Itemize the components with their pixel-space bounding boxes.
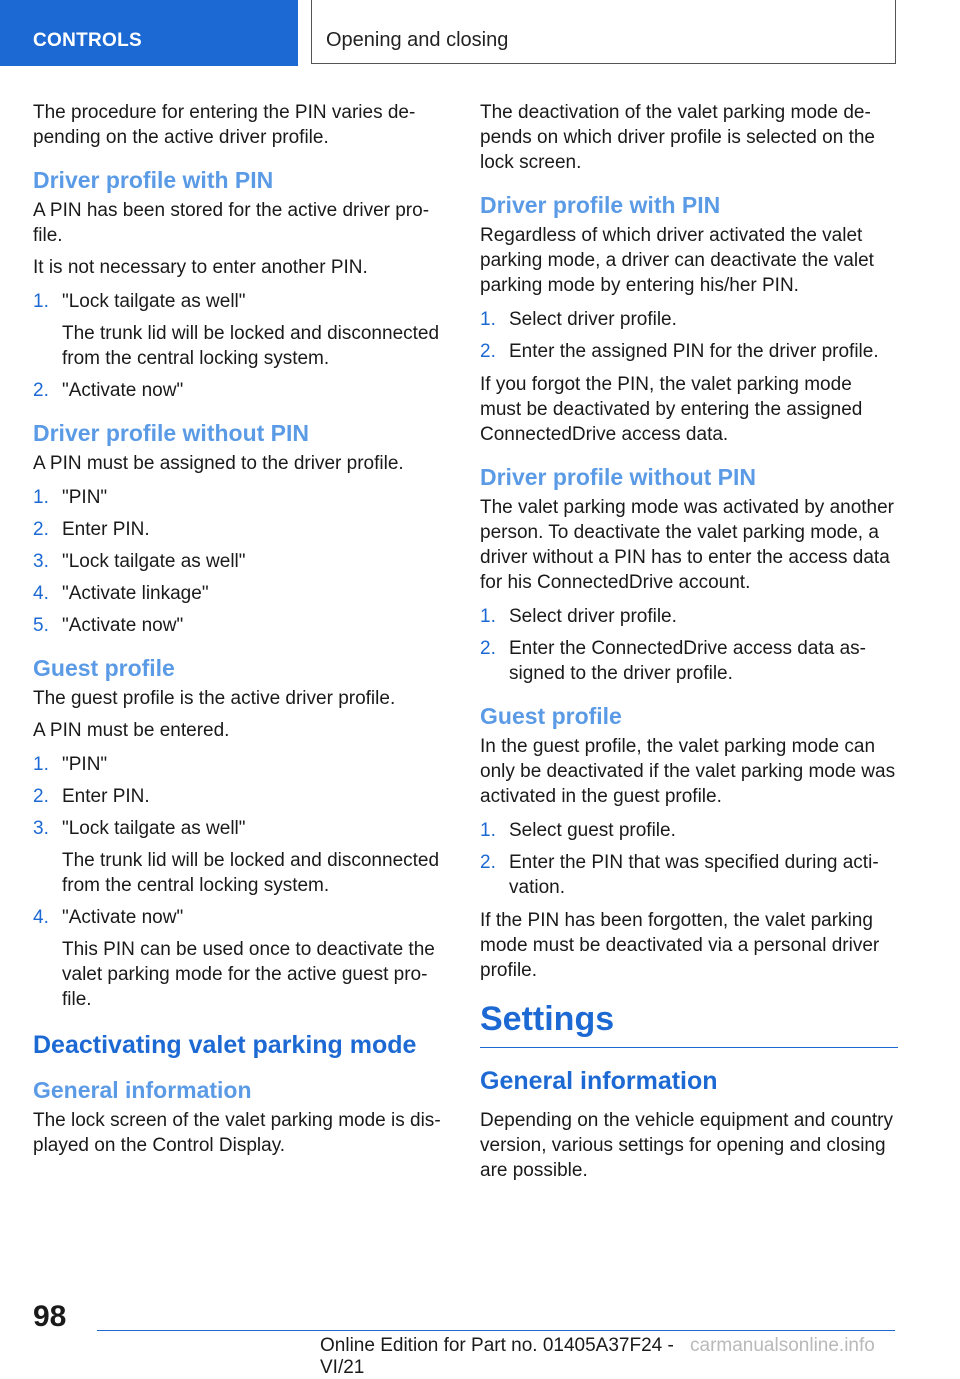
list-item (33, 289, 447, 371)
watermark: carmanualsonline.info (690, 1335, 875, 1356)
paragraph: Regardless of which driver activated the valet parking mode, a driver can deactivate the valet parking mode by entering his/her PIN. (480, 225, 874, 296)
heading-general-information: General information (33, 1077, 252, 1103)
step-text: "Activate now" (62, 615, 184, 636)
list-item (480, 307, 898, 332)
step-number: 5. (33, 615, 49, 636)
step-text: Enter PIN. (62, 519, 150, 540)
step-number: 4. (33, 583, 49, 604)
step-note: This PIN can be used once to deactivate the valet parking mode for the active guest profile. (62, 939, 435, 1010)
step-list (33, 289, 447, 403)
paragraph: Depending on the vehicle equipment and country version, various settings for opening and closing are possible. (480, 1110, 894, 1181)
step-list (33, 485, 447, 638)
list-item (33, 581, 447, 606)
step-text: Select driver profile. (509, 606, 677, 627)
intro-paragraph: The deactivation of the valet parking mode depends on which driver profile is selected on the lock screen. (480, 102, 876, 173)
step-number: 2. (480, 638, 496, 659)
paragraph: It is not necessary to enter another PIN. (33, 257, 368, 278)
heading-driver-profile-with-pin: Driver profile with PIN (480, 192, 721, 218)
step-list (480, 307, 898, 364)
right-column (480, 100, 898, 1190)
list-item (480, 818, 898, 843)
list-item (33, 485, 447, 510)
step-note: The trunk lid will be locked and disconnected from the central locking system. (62, 323, 440, 369)
heading-deactivating-valet-parking-mode: Deactivating valet parking mode (33, 1031, 417, 1059)
step-text: Enter PIN. (62, 786, 150, 807)
heading-guest-profile: Guest profile (480, 703, 622, 729)
paragraph: A PIN must be entered. (33, 720, 230, 741)
step-text: "Lock tailgate as well" (62, 818, 246, 839)
list-item (33, 378, 447, 403)
page-number: 98 (33, 1300, 67, 1333)
step-number: 1. (480, 820, 496, 841)
heading-guest-profile: Guest profile (33, 655, 175, 681)
step-text: "Activate linkage" (62, 583, 209, 604)
heading-driver-profile-without-pin: Driver profile without PIN (33, 420, 310, 446)
step-text: "PIN" (62, 754, 108, 775)
paragraph: The guest profile is the active driver profile. (33, 688, 396, 709)
list-item (480, 850, 898, 900)
heading-driver-profile-without-pin: Driver profile without PIN (480, 464, 757, 490)
step-note: The trunk lid will be locked and disconnected from the central locking system. (62, 850, 440, 896)
paragraph: A PIN must be assigned to the driver profile. (33, 453, 404, 474)
edition-note: Online Edition for Part no. 01405A37F24 - VI/21 (320, 1335, 674, 1378)
step-number: 3. (33, 818, 49, 839)
list-item (480, 636, 898, 686)
step-text: Select driver profile. (509, 309, 677, 330)
step-list (480, 604, 898, 686)
step-text: Enter the assigned PIN for the driver profile. (509, 341, 879, 362)
step-number: 3. (33, 551, 49, 572)
paragraph: The lock screen of the valet parking mode is displayed on the Control Display. (33, 1110, 441, 1156)
step-text: Enter the PIN that was specified during activation. (509, 852, 879, 898)
step-text: "Activate now" (62, 380, 184, 401)
step-text: Select guest profile. (509, 820, 676, 841)
list-item (33, 613, 447, 638)
heading-general-information: General information (480, 1067, 718, 1095)
step-text: "Activate now" (62, 907, 184, 928)
step-number: 2. (33, 519, 49, 540)
step-number: 2. (480, 852, 496, 873)
left-column (33, 100, 447, 1165)
list-item (33, 816, 447, 898)
paragraph: If you forgot the PIN, the valet parking mode must be deactivated by entering the assigned ConnectedDrive access data. (480, 374, 863, 445)
step-list (33, 752, 447, 1012)
step-number: 1. (480, 606, 496, 627)
page-header (0, 0, 960, 66)
step-text: "Lock tailgate as well" (62, 551, 246, 572)
step-text: Enter the ConnectedDrive access data assigned to the driver profile. (509, 638, 866, 684)
paragraph: The valet parking mode was activated by another person. To deactivate the valet parking mode, a driver without a PIN has to enter the access data for his ConnectedDrive account. (480, 497, 895, 593)
step-number: 1. (33, 487, 49, 508)
list-item (480, 604, 898, 629)
step-number: 2. (33, 380, 49, 401)
list-item (33, 905, 447, 1012)
step-number: 1. (33, 754, 49, 775)
list-item (480, 339, 898, 364)
step-number: 4. (33, 907, 49, 928)
step-number: 2. (480, 341, 496, 362)
step-number: 2. (33, 786, 49, 807)
paragraph: A PIN has been stored for the active driver profile. (33, 200, 430, 246)
list-item (33, 549, 447, 574)
paragraph: If the PIN has been forgotten, the valet parking mode must be deactivated via a personal driver profile. (480, 910, 880, 981)
paragraph: In the guest profile, the valet parking mode can only be deactivated if the valet parking mode was activated in the guest profile. (480, 736, 896, 807)
list-item (33, 517, 447, 542)
section-tab: CONTROLS (0, 0, 298, 66)
list-item (33, 752, 447, 777)
footer-divider (97, 1330, 895, 1331)
step-number: 1. (33, 291, 49, 312)
heading-driver-profile-with-pin: Driver profile with PIN (33, 167, 274, 193)
list-item (33, 784, 447, 809)
step-list (480, 818, 898, 900)
step-text: "PIN" (62, 487, 108, 508)
chapter-tab: Opening and closing (311, 0, 896, 64)
step-text: "Lock tailgate as well" (62, 291, 246, 312)
heading-settings: Settings (480, 999, 898, 1048)
intro-paragraph: The procedure for entering the PIN varies depending on the active driver profile. (33, 102, 416, 148)
step-number: 1. (480, 309, 496, 330)
